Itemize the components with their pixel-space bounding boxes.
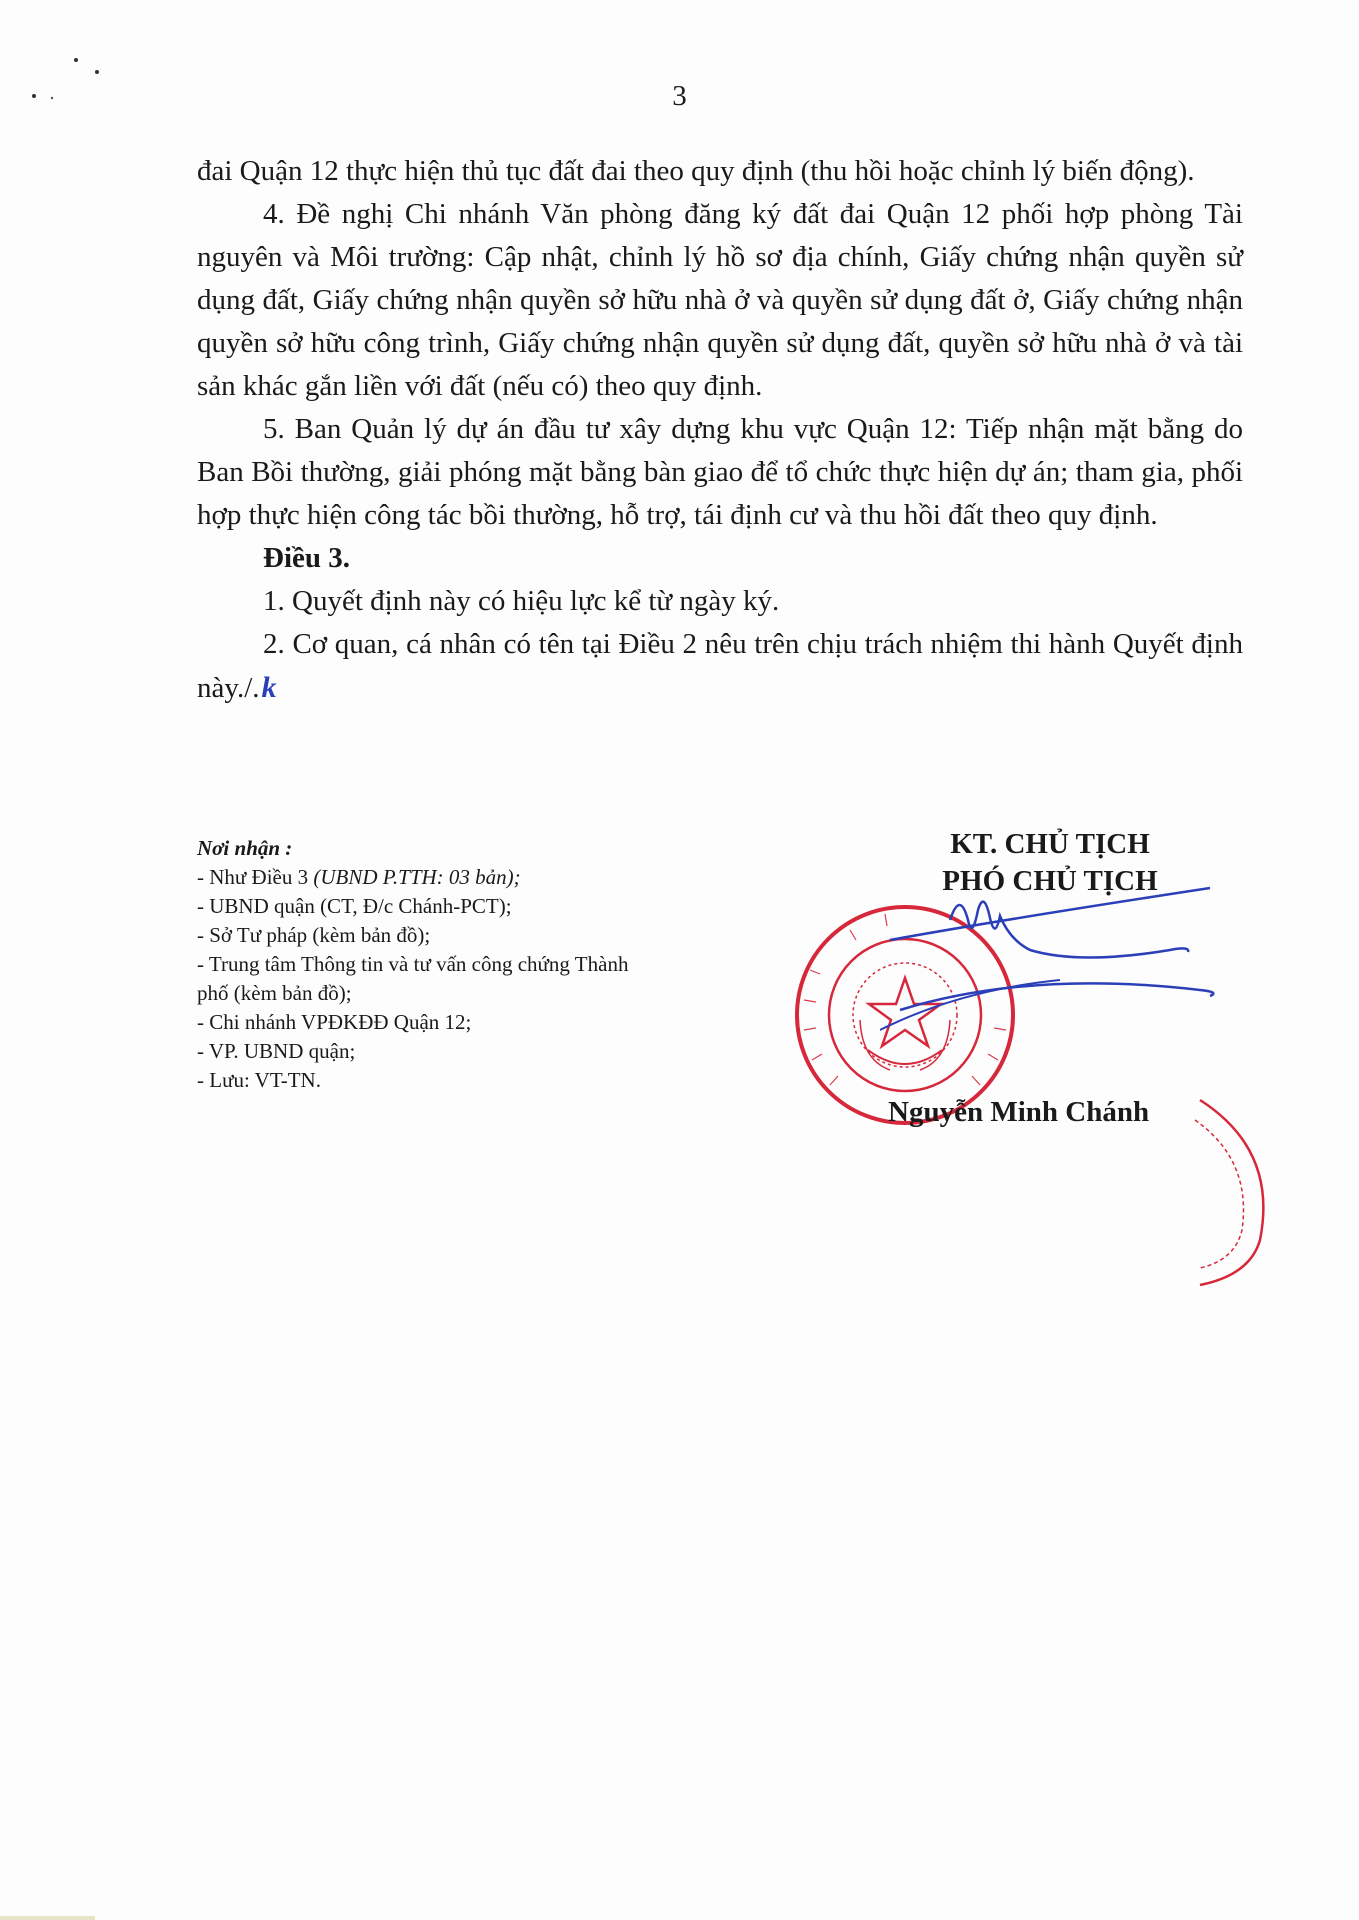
paragraph-continuation: đai Quận 12 thực hiện thủ tục đất đai theo quy định (thu hồi hoặc chỉnh lý biến động).: [197, 155, 1195, 187]
paragraph-item-4: 4. Đề nghị Chi nhánh Văn phòng đăng ký đất đai Quận 12 phối hợp phòng Tài nguyên và Môi trường: Cập nhật, chỉnh lý hồ sơ địa chính, Giấy chứng nhận quyền sử dụng đất, Giấy chứng nhận quyền sở hữu nhà ở và quyền sử dụng đất ở, Giấy chứng nhận quyền sở hữu công trình, Giấy chứng nhận quyền sử dụng đất, quyền sở hữu nhà ở và tài sản khác gắn liền với đất (nếu có) theo quy định.: [197, 198, 1243, 402]
partial-seal-mark: [1190, 1090, 1280, 1290]
recipient-item: - Chi nhánh VPĐKĐĐ Quận 12;: [197, 1010, 472, 1034]
recipient-note: (UBND P.TTH: 03 bản);: [313, 865, 521, 889]
article-3-item-2-text: 2. Cơ quan, cá nhân có tên tại Điều 2 nêu trên chịu trách nhiệm thi hành Quyết định này./.: [197, 628, 1243, 704]
recipient-item: [197, 863, 637, 892]
signer-name: Nguyễn Minh Chánh: [888, 1096, 1150, 1128]
article-3-item-2: [197, 623, 1243, 710]
handwritten-signature: [880, 880, 1260, 1040]
article-3-heading: Điều 3.: [263, 542, 350, 574]
signature-line-1: KT. CHỦ TỊCH: [950, 828, 1150, 860]
recipient-item: - Lưu: VT-TN.: [197, 1068, 321, 1092]
recipient-item: - Sở Tư pháp (kèm bản đồ);: [197, 923, 431, 947]
initial-mark: k: [261, 671, 277, 704]
recipients-block: [197, 834, 637, 1095]
recipients-title: Nơi nhận :: [197, 836, 293, 860]
recipient-item: - VP. UBND quận;: [197, 1039, 356, 1063]
page-number: 3: [672, 80, 687, 112]
signature-line-2: PHÓ CHỦ TỊCH: [942, 865, 1158, 897]
document-body: [197, 150, 1243, 710]
scan-edge: [0, 1916, 95, 1920]
recipient-item: - Trung tâm Thông tin và tư vấn công chứng Thành phố (kèm bản đồ);: [197, 952, 629, 1005]
recipient-item: - UBND quận (CT, Đ/c Chánh-PCT);: [197, 894, 512, 918]
paragraph-item-5: 5. Ban Quản lý dự án đầu tư xây dựng khu vực Quận 12: Tiếp nhận mặt bằng do Ban Bồi thường, giải phóng mặt bằng bàn giao để tổ chức thực hiện dự án; tham gia, phối hợp thực hiện công tác bồi thường, hỗ trợ, tái định cư và thu hồi đất theo quy định.: [197, 413, 1243, 531]
article-3-item-1: 1. Quyết định này có hiệu lực kể từ ngày ký.: [263, 585, 780, 617]
recipient-text: - Như Điều 3: [197, 865, 314, 889]
